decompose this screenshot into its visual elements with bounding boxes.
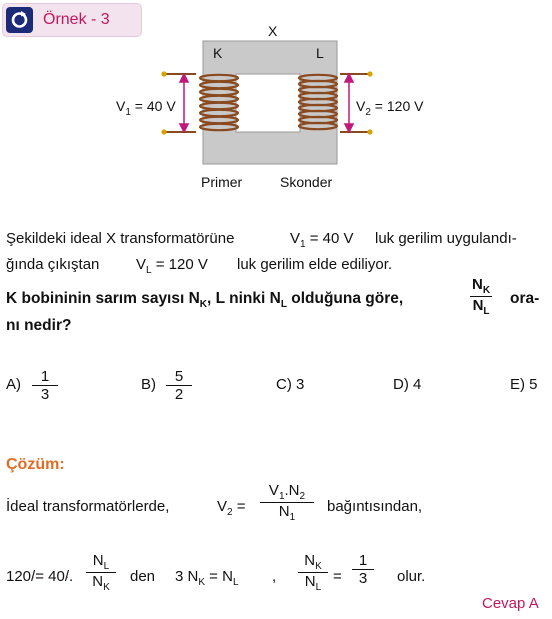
v1-equation: $V_1 = 40$ V: [290, 230, 354, 250]
v1-label: $V_1 = 40$ V: [116, 98, 176, 118]
question-bold-end: ora-: [510, 290, 540, 307]
transformer-diagram: [100, 18, 440, 198]
solution-ratio-nk-nl: $N_K$ $N_L$: [298, 552, 328, 593]
solution-line1-a: İdeal transformatörlerde,: [6, 498, 170, 515]
coil-k-label: K: [213, 45, 223, 61]
solution-equation-lhs: 120/= 40/.: [6, 568, 74, 585]
solution-line1-b: bağıntısından,: [327, 498, 423, 515]
solution-comma: ,: [272, 568, 277, 585]
core-label: X: [268, 23, 278, 39]
solution-ratio-nl-nk: $N_L$ $N_K$: [86, 552, 116, 593]
option-b-label[interactable]: B): [141, 376, 156, 393]
question-bold-line: K bobininin sarım sayısı $N_K$, L ninki $N_L$ olduğuna göre,: [6, 290, 404, 311]
solution-equation-mid: 3 $N_K = N_L$: [175, 568, 239, 588]
solution-title: Çözüm:: [6, 456, 65, 473]
question-ratio: $N_K$ $N_L$: [472, 276, 491, 317]
question-bold-line2: nı nedir?: [6, 317, 72, 334]
question-line1-b: luk gerilim uygulandı-: [375, 230, 517, 247]
primary-label: Primer: [201, 174, 243, 190]
solution-den: den: [130, 568, 156, 585]
solution-formula-fraction: $V_1.N_2$ $N_1$: [260, 482, 314, 523]
option-d[interactable]: D) 4: [393, 376, 422, 393]
question-line2-a: ğında çıkıştan: [6, 256, 100, 273]
option-a-label[interactable]: A): [6, 376, 21, 393]
answer-label: Cevap A: [482, 595, 539, 612]
circle-arrow-icon: [6, 7, 33, 33]
option-a-value[interactable]: 1 3: [32, 368, 58, 403]
question-line1-a: Şekildeki ideal X transformatörüne: [6, 230, 235, 247]
solution-v2: $V_2$ =: [217, 498, 246, 518]
coil-l-label: L: [316, 45, 324, 61]
question-line2-b: luk gerilim elde ediliyor.: [237, 256, 393, 273]
vl-equation: $V_L = 120$ V: [136, 256, 208, 276]
secondary-label: Skonder: [280, 174, 333, 190]
solution-olur: olur.: [397, 568, 426, 585]
v2-label: $V_2 = 120$ V: [356, 98, 424, 118]
option-b-value[interactable]: 5 2: [166, 368, 192, 403]
option-e[interactable]: E) 5: [510, 376, 538, 393]
solution-equals: =: [333, 568, 342, 585]
solution-result: 1 3: [352, 552, 374, 587]
example-title: Örnek - 3: [43, 11, 110, 28]
option-c[interactable]: C) 3: [276, 376, 305, 393]
